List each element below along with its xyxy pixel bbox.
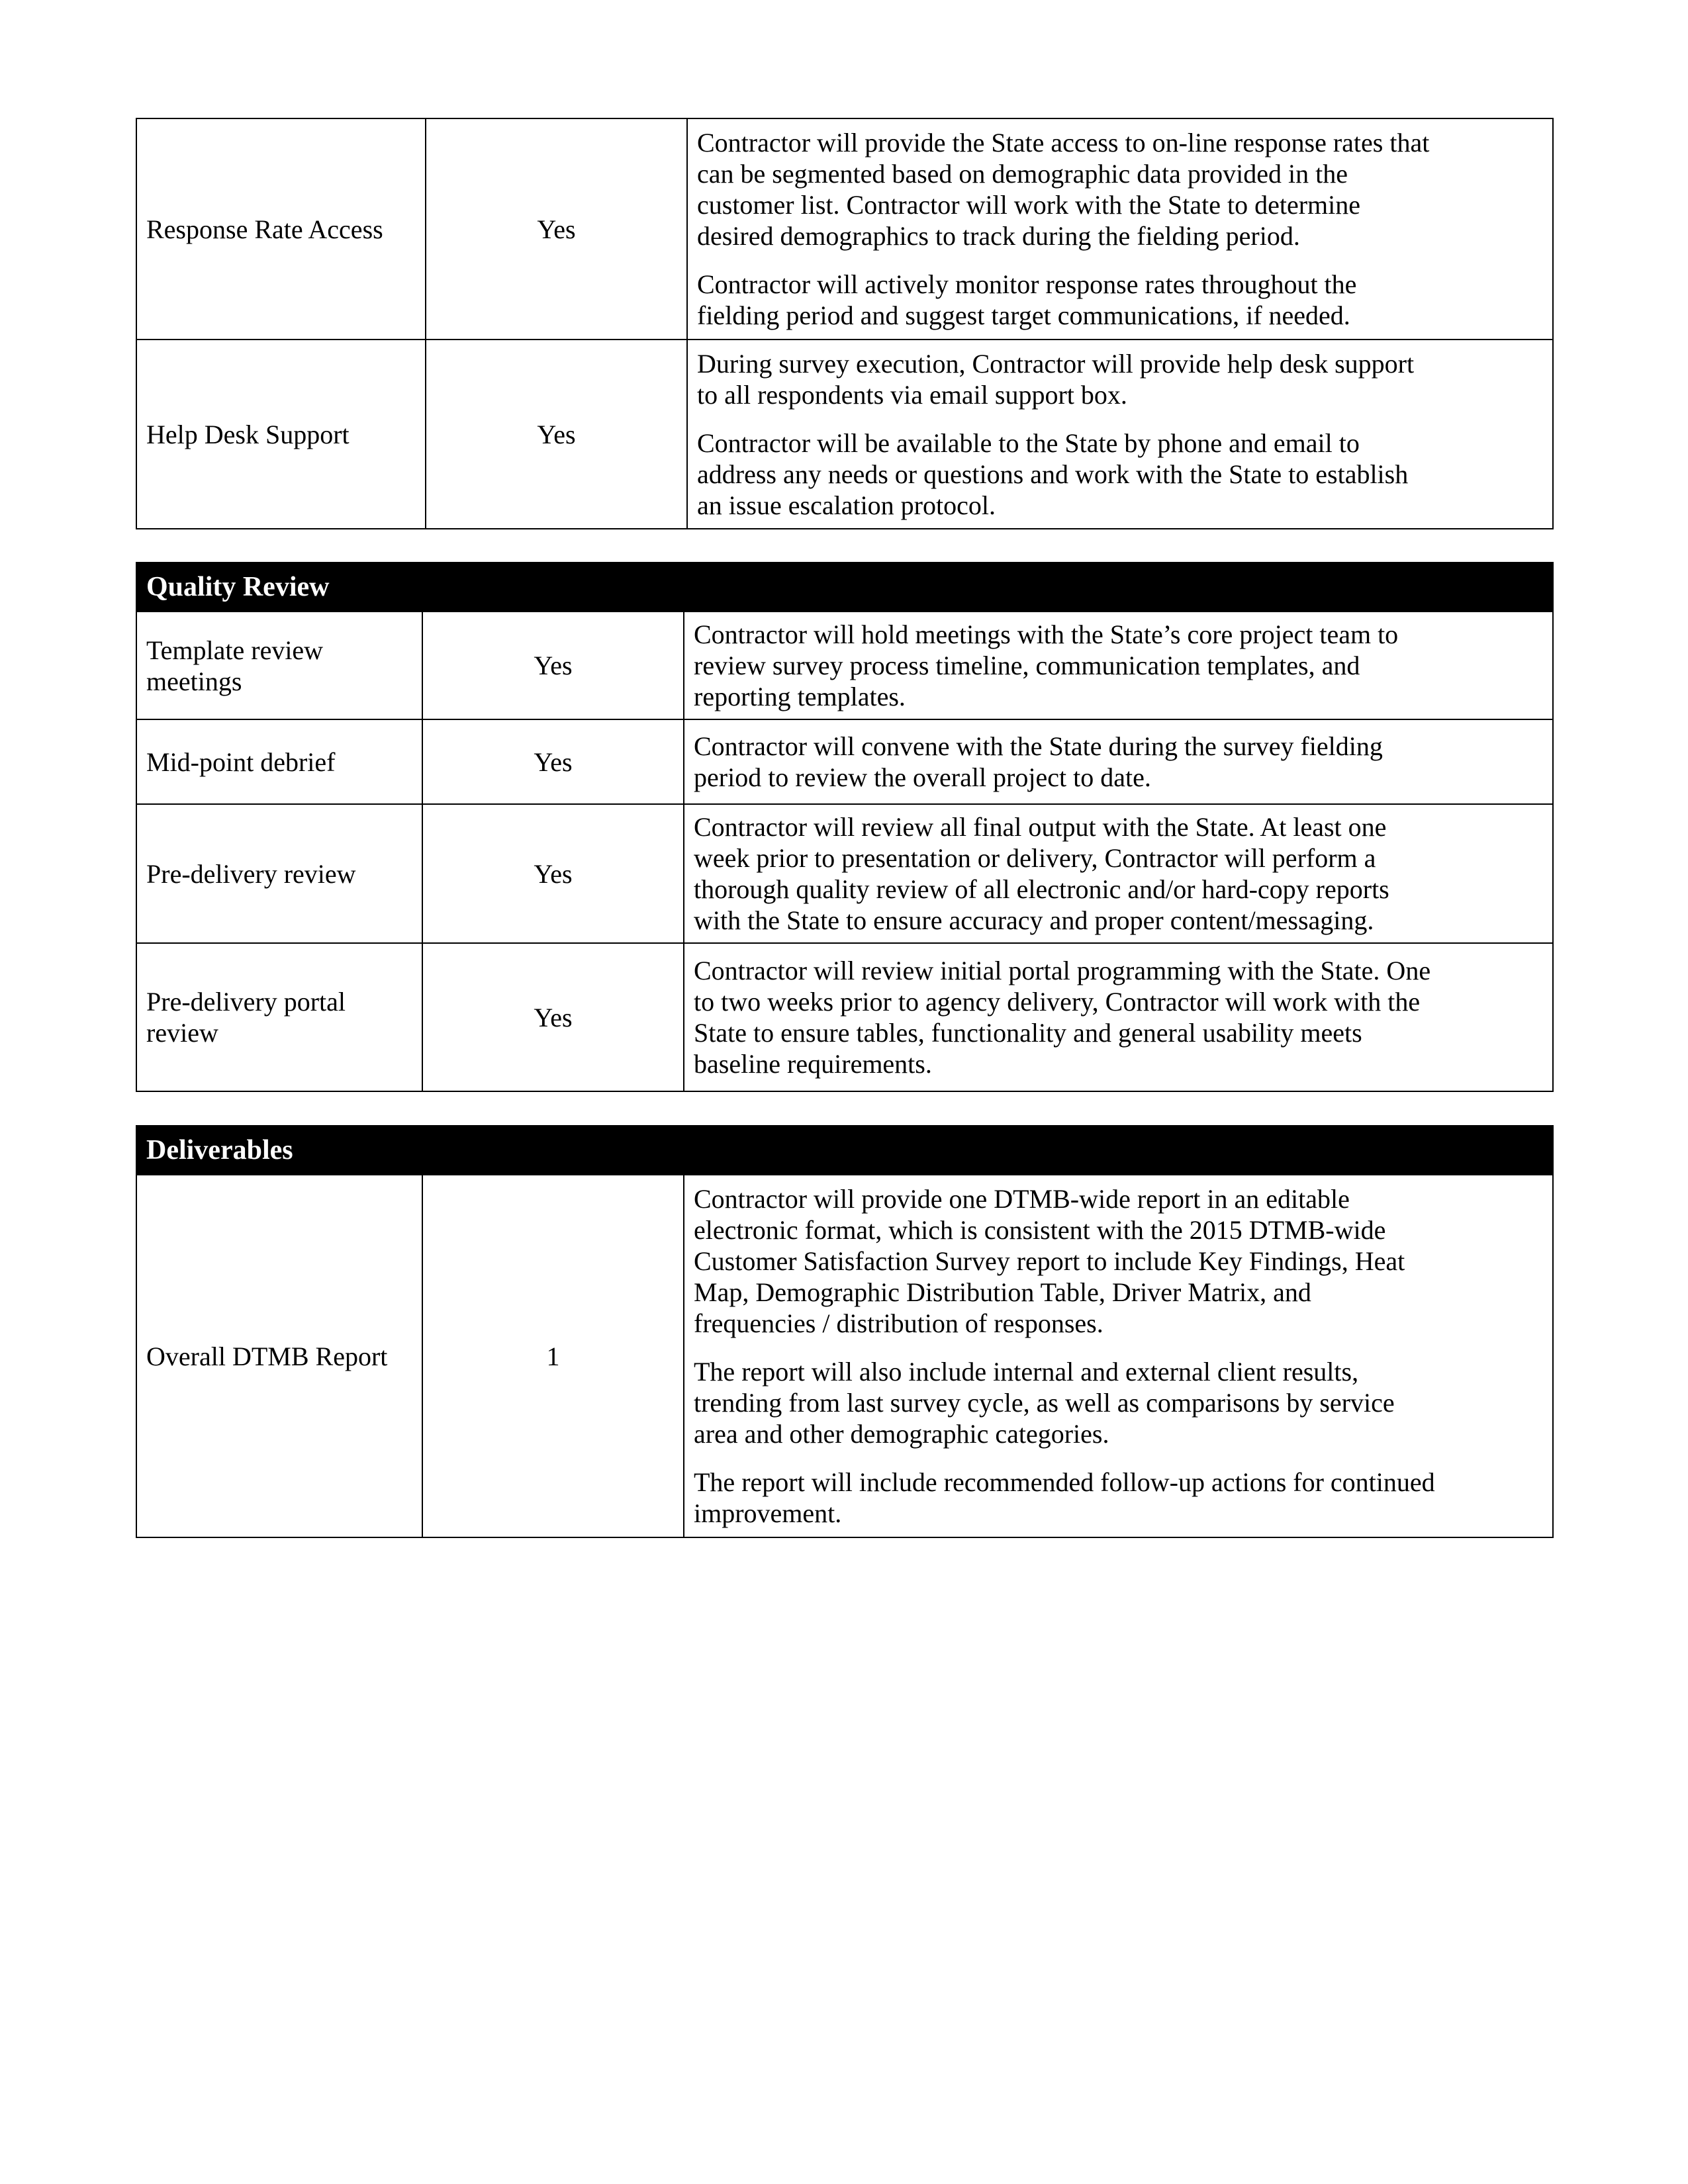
description-paragraph: The report will also include internal and external client results, trending from last survey cycle, as well as comparisons by service area and other demographic categories. [694,1357,1395,1449]
row-item-label: Overall DTMB Report [136,1175,422,1537]
description-paragraph: Contractor will be available to the State by phone and email to address any needs or questions and work with the State to establish an issue escalation protocol. [697,428,1409,520]
description-paragraph: Contractor will actively monitor response rates throughout the fielding period and suggest target communications, if needed. [697,269,1357,330]
services-table-continued [136,118,1554,529]
row-value: Yes [422,612,684,719]
description-paragraph: During survey execution, Contractor will provide help desk support to all respondents via email support box. [697,348,1415,410]
section-header-row [136,563,1553,612]
row-description [684,943,1553,1091]
table-row [136,943,1553,1091]
row-description [684,719,1553,804]
row-item-label: Pre-delivery review [136,804,422,943]
table-row [136,340,1553,529]
row-value: Yes [422,719,684,804]
description-paragraph: The report will include recommended follow-up actions for continued improvement. [694,1467,1435,1528]
table-row [136,719,1553,804]
description-paragraph: Contractor will provide one DTMB-wide report in an editable electronic format, which is consistent with the 2015 DTMB-wide Customer Satisfaction Survey report to include Key Findings, Heat Map, Demographic Distribution Table, Driver Matrix, and frequencies / distribution of responses. [694,1184,1405,1338]
row-description [687,118,1553,340]
table-row [136,804,1553,943]
description-paragraph: Contractor will review initial portal programming with the State. One to two weeks prior to agency delivery, Contractor will work with the State to ensure tables, functionality and general usability meets baseline requirements. [694,956,1431,1079]
row-item-label: Help Desk Support [136,340,426,529]
row-value: Yes [426,118,687,340]
row-value: Yes [426,340,687,529]
description-paragraph: Contractor will review all final output with the State. At least one week prior to presentation or delivery, Contractor will perform a thorough quality review of all electronic and/or hard-copy reports with the State to ensure accuracy and proper content/messaging. [694,812,1389,935]
table-row [136,1175,1553,1537]
row-description [687,340,1553,529]
row-description [684,804,1553,943]
section-header: Deliverables [136,1126,1553,1175]
row-description [684,1175,1553,1537]
row-value: Yes [422,943,684,1091]
table-row [136,612,1553,719]
row-value: 1 [422,1175,684,1537]
quality-review-table [136,562,1554,1092]
description-paragraph: Contractor will convene with the State during the survey fielding period to review the overall project to date. [694,731,1383,792]
table-row [136,118,1553,340]
deliverables-table [136,1125,1554,1538]
description-paragraph: Contractor will provide the State access to on-line response rates that can be segmented based on demographic data provided in the customer list. Contractor will work with the State to determine desired demographics to track during the fielding period. [697,128,1430,251]
row-item-label: Pre-delivery portal review [136,943,422,1091]
section-header-row [136,1126,1553,1175]
section-header: Quality Review [136,563,1553,612]
row-item-label: Mid-point debrief [136,719,422,804]
row-value: Yes [422,804,684,943]
row-description [684,612,1553,719]
row-item-label: Response Rate Access [136,118,426,340]
description-paragraph: Contractor will hold meetings with the State’s core project team to review survey process timeline, communication templates, and reporting templates. [694,619,1399,711]
row-item-label: Template review meetings [136,612,422,719]
